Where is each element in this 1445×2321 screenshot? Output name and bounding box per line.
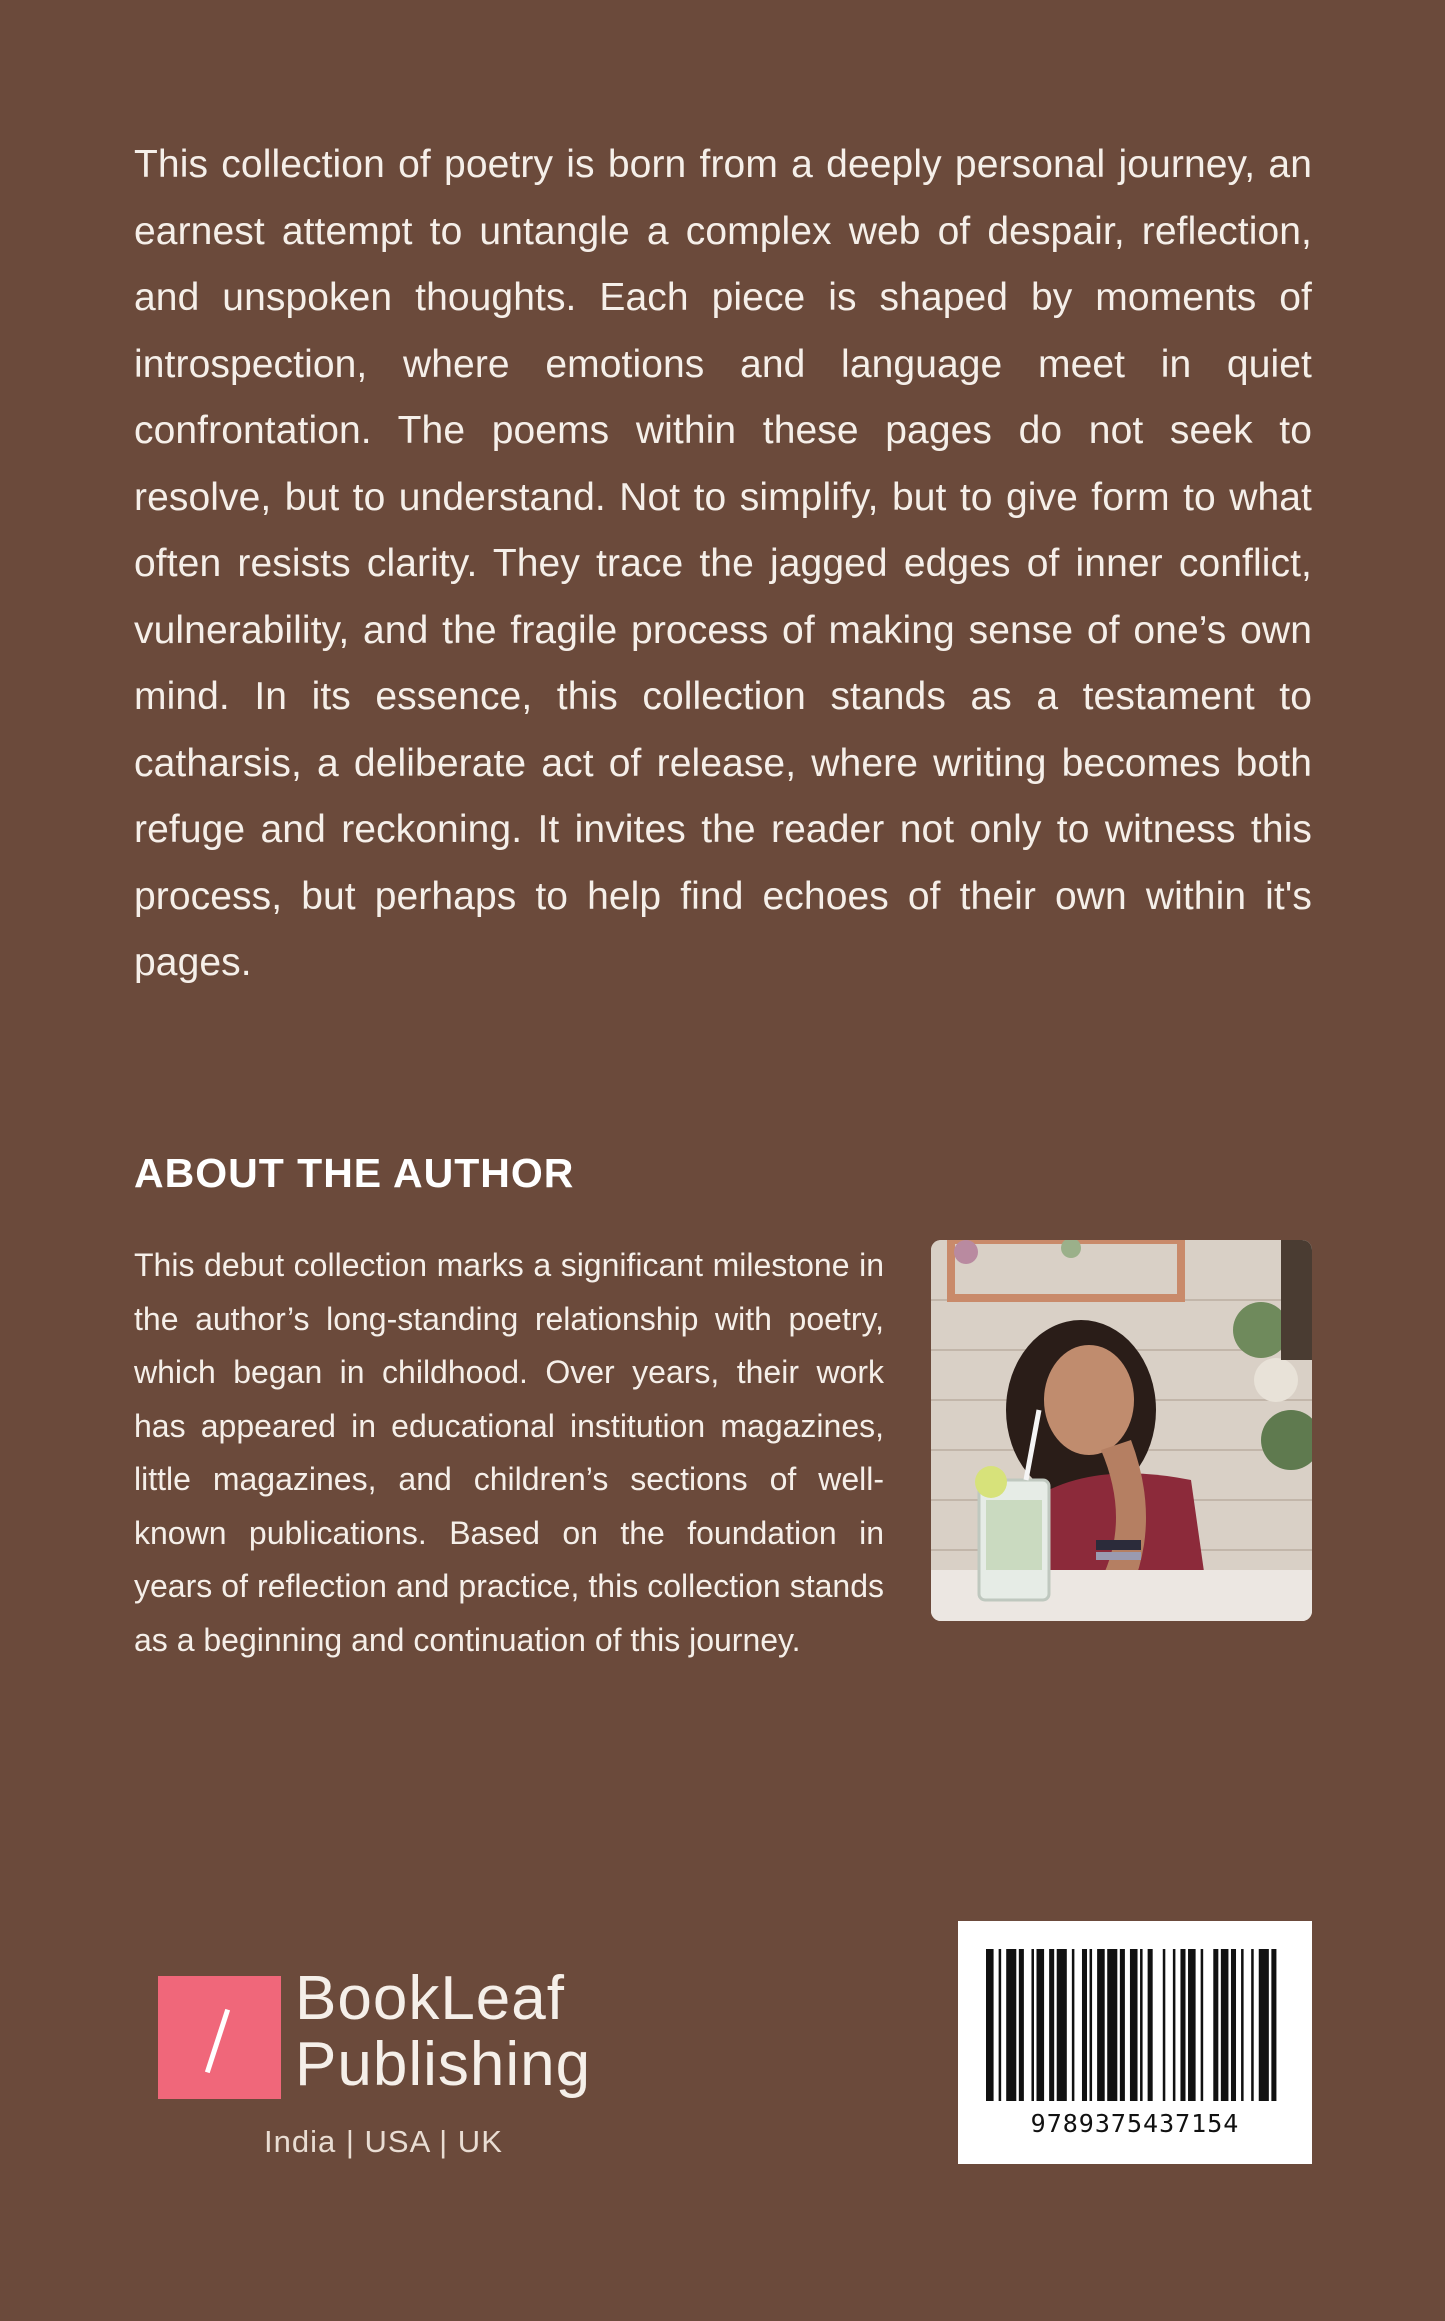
publisher-regions: India | USA | UK [264, 2124, 503, 2159]
barcode-bars-icon [986, 1949, 1284, 2101]
publisher-name-line1: BookLeaf [295, 1964, 565, 2033]
isbn-barcode [958, 1921, 1312, 2164]
about-author-text: This debut collection marks a significant milestone in the author’s long-standing relationship with poetry, which began in childhood. Over years, their work has appeared in educational institution magazines, little magazines, and children’s sections of well-known publications. Based on the foundation in years of reflection and practice, this collection stands as a beginning and continuation of this journey. [134, 1247, 884, 1658]
isbn-number: 9789375437154 [1030, 2109, 1240, 2138]
about-author-heading: ABOUT THE AUTHOR [134, 1150, 575, 1196]
book-blurb: This collection of poetry is born from a deeply personal journey, an earnest attempt to untangle a complex web of despair, reflection, and unspoken thoughts. Each piece is shaped by moments of introspection, where emotions and language meet in quiet confrontation. The poems within these pages do not seek to resolve, but to understand. Not to simplify, but to give form to what often resists clarity. They trace the jagged edges of inner conflict, vulnerability, and the fragile process of making sense of one’s own mind. In its essence, this collection stands as a testament to catharsis, a deliberate act of release, where writing becomes both refuge and reckoning. It invites the reader not only to witness this process, but perhaps to help find echoes of their own within it's pages. [134, 143, 1312, 984]
bookleaf-mark-icon [158, 1976, 281, 2099]
author-photo [931, 1240, 1312, 1621]
publisher-name-line2: Publishing [295, 2030, 592, 2099]
publisher-name [295, 1966, 591, 2098]
publisher-logo [158, 1964, 618, 2168]
